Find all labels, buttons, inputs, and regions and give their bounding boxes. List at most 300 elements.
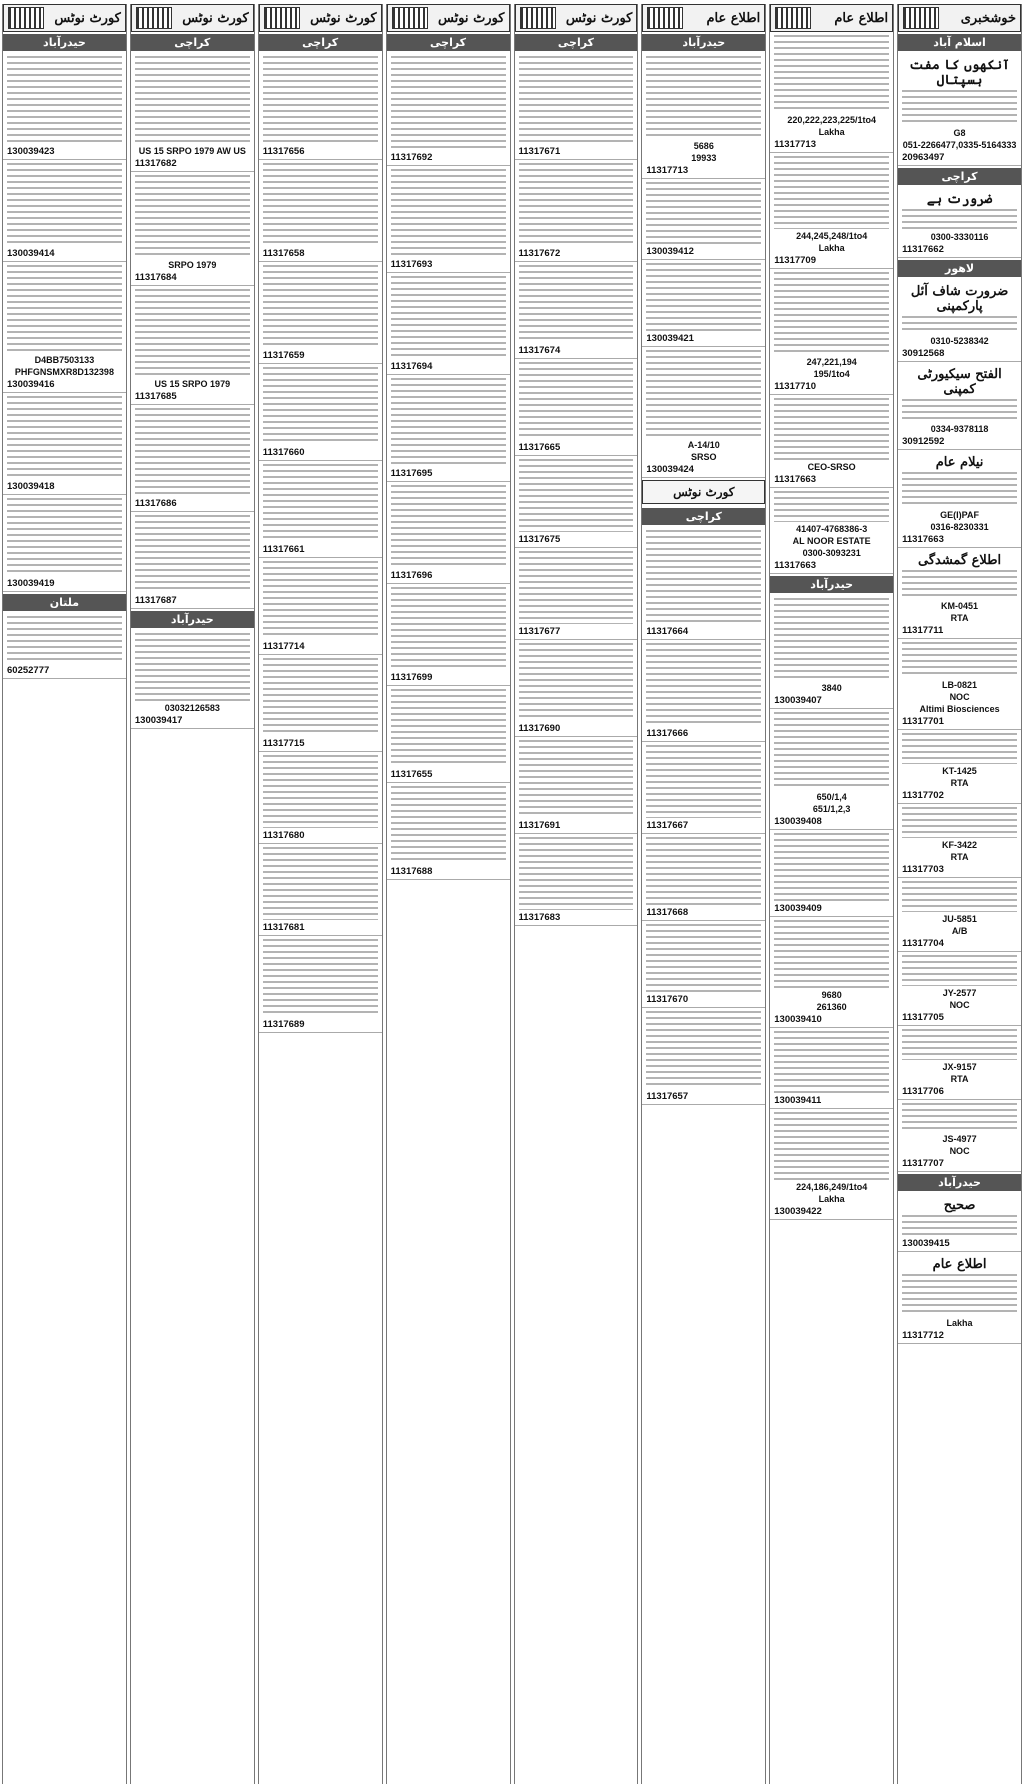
notice-fragment: A-14/10 [687,440,720,450]
notice-fragment: SRPO 1979 [168,260,217,270]
notice [259,936,382,1033]
notice [898,804,1021,878]
notice-reference-number: 11317704 [902,938,944,949]
notice-reference-number: 11317701 [902,716,944,727]
notice-fragment: NOC [949,1146,970,1156]
city-banner: لاھور [898,260,1021,277]
notice [3,393,126,495]
notice-fragment: RTA [950,613,969,623]
notice-reference-number: 11317690 [518,723,561,734]
notice-body-text [135,633,250,701]
column-title: کورٹ نوٹس [310,10,377,26]
courthouse-icon [775,7,811,29]
city-banner: اسلام آباد [898,34,1021,51]
notice-reference-number: 60252777 [7,665,50,676]
courthouse-icon [392,7,428,29]
notice-fragment: 0300-3093231 [802,548,861,558]
notice [131,512,254,609]
notice [3,160,126,262]
notice-body-text [902,733,1017,764]
notice-reference-number: 130039416 [7,379,55,390]
notice [259,752,382,844]
notice-fragment: A/B [951,926,968,936]
notice [131,630,254,729]
column-header [259,4,382,32]
city-banner: کراچی [131,34,254,51]
notice-reference-number: 11317661 [262,544,305,555]
section-header: کورٹ نوٹس [642,480,765,504]
notice-body-text [135,289,250,377]
notice-body-text [774,272,889,355]
column-title: کورٹ نوٹس [182,10,249,26]
notice [3,53,126,160]
notice [642,179,765,260]
notice-body-text [391,485,506,568]
notice [259,262,382,364]
notice [259,461,382,558]
notice [515,359,638,456]
notice-column [641,4,766,1784]
notice [515,640,638,737]
notice-reference-number: 11317655 [390,769,433,780]
notice-reference-number: 11317696 [390,570,433,581]
notice-body-text [391,689,506,767]
notice-body-text [519,265,634,343]
notice-fragment: 0300-3330116 [930,232,989,242]
notice-headline: آنکھوں کا مفت ہسپتال [909,58,1010,88]
notice-fragment: Lakha [946,1318,973,1328]
notice [515,262,638,359]
city-banner: حیدرآباد [770,576,893,593]
notice-body-text [902,209,1017,230]
city-banner: کراچی [515,34,638,51]
notice-reference-number: 130039410 [774,1014,822,1025]
notice-fragment: 41407-4768386-3 [796,524,868,534]
notice-reference-number: 130039414 [7,248,55,259]
notice-body-text [263,755,378,828]
notice [770,269,893,395]
notice [642,921,765,1008]
notice-body-text [263,561,378,639]
notice-body-text [263,939,378,1017]
notice-body-text [902,642,1017,678]
notice-reference-number: 130039407 [774,695,822,706]
notice-reference-number: 11317659 [262,350,305,361]
notice-column [897,4,1022,1784]
city-banner: کراچی [898,168,1021,185]
notice [898,878,1021,952]
notice-fragment: Altimi Biosciences [919,704,1000,714]
city-banner: کراچی [259,34,382,51]
column-title: کورٹ نوٹس [54,10,121,26]
notice [515,456,638,548]
notice-reference-number: 130039415 [902,1238,950,1249]
notice-fragment: 0310-5238342 [930,336,989,346]
notice-reference-number: 11317713 [646,165,689,176]
notice-headline: صحیح [943,1198,976,1213]
notice [770,917,893,1028]
notice-body-text [646,350,761,438]
notice [898,730,1021,804]
notice-body-text [902,399,1017,422]
notice [898,53,1021,166]
column-title: کورٹ نوٹس [438,10,505,26]
notice-reference-number: 11317664 [646,626,689,637]
notice-body-text [519,740,634,818]
notice-body-text [519,362,634,440]
notice [898,548,1021,639]
notice-body-text [774,491,889,522]
notice [770,709,893,830]
notice-reference-number: 30912592 [902,436,945,447]
notice-reference-number: 11317680 [262,830,305,841]
notice-reference-number: 11317695 [390,468,433,479]
column-header [515,4,638,32]
notice-headline: اطلاع عام [932,1257,987,1272]
notice [387,783,510,880]
notice [898,639,1021,730]
notice [387,686,510,783]
notice [770,1109,893,1220]
notice-body-text [774,833,889,901]
notice [770,395,893,488]
notice-reference-number: 11317667 [646,820,689,831]
notice [3,613,126,679]
notice [642,1008,765,1105]
notice-body-text [902,1029,1017,1060]
notice-reference-number: 11317707 [902,1158,944,1169]
notice-body-text [519,643,634,721]
city-banner: حیدرآباد [131,611,254,628]
notice-body-text [135,408,250,496]
notice-reference-number: 130039417 [134,715,183,726]
column-title: کورٹ نوٹس [565,10,633,26]
notice-reference-number: 20963497 [902,152,945,163]
notice-reference-number: 130039424 [646,464,694,475]
notice-reference-number: 30912568 [902,348,945,359]
notice-body-text [902,570,1017,599]
notice-reference-number: 11317688 [390,866,433,877]
notice-body-text [902,955,1017,986]
notice-reference-number: 11317670 [646,994,689,1005]
notice [259,160,382,262]
notice-reference-number: 11317706 [902,1086,944,1097]
notice-fragment: JY-2577 [942,988,977,998]
notice-fragment: KT-1425 [942,766,977,776]
city-banner: کراچی [387,34,510,51]
notice-reference-number: 11317663 [902,534,944,545]
notice-reference-number: 130039423 [7,146,55,157]
notice [131,405,254,512]
notice-reference-number: 130039412 [646,246,694,257]
notice-body-text [263,367,378,445]
notice-headline: نیلام عام [935,455,984,470]
notice-body-text [646,182,761,244]
notice [770,32,893,153]
notice [898,279,1021,362]
notice-body-text [774,398,889,460]
notice-body-text [519,56,634,144]
notice-body-text [519,459,634,532]
notice-reference-number: 11317683 [518,912,561,923]
notice-column [130,4,255,1784]
notice-headline: ضرورت شاف آئل پارکمپنی [910,284,1009,314]
notice-body-text [902,472,1017,508]
notice-reference-number: 130039409 [774,903,822,914]
notice-reference-number: 130039422 [774,1206,822,1217]
notice-body-text [774,920,889,988]
notice-reference-number: 11317663 [774,560,816,571]
notice [387,166,510,273]
notice-column [2,4,127,1784]
notice-reference-number: 11317714 [262,641,305,652]
notice-body-text [774,35,889,113]
notice-reference-number: 130039419 [7,578,55,589]
notice [515,160,638,262]
notice-fragment: 261360 [816,1002,847,1012]
notice-fragment: 051-2266477,0335-5164333 [902,140,1017,150]
notice-body-text [391,276,506,359]
notice-body-text [7,163,122,246]
column-header [131,4,254,32]
notice-reference-number: 11317712 [902,1330,944,1341]
notice-body-text [646,745,761,818]
notice [131,53,254,172]
notice [259,53,382,160]
notice-body-text [902,90,1017,126]
notice-reference-number: 11317710 [774,381,816,392]
notice [259,655,382,752]
notice-reference-number: 130039421 [646,333,694,344]
notice-body-text [646,643,761,726]
notice-reference-number: 11317692 [390,152,433,163]
notice-body-text [774,712,889,790]
notice [387,375,510,482]
notice-reference-number: 11317702 [902,790,944,801]
notice [642,640,765,742]
notice-body-text [902,881,1017,912]
notice-reference-number: 11317656 [262,146,305,157]
notice-reference-number: 11317665 [518,442,561,453]
notice [770,153,893,269]
notice-reference-number: 11317671 [518,146,561,157]
notice [642,527,765,640]
notice-headline: الفتح سیکیورٹی کمپنی [917,367,1002,397]
notice-fragment: RTA [950,1074,969,1084]
city-banner: حیدرآباد [898,1174,1021,1191]
notice-reference-number: 11317689 [262,1019,305,1030]
notice-body-text [135,175,250,258]
notice-fragment: D4BB7503133 [34,355,95,365]
courthouse-icon [520,7,556,29]
notice-fragment: RTA [950,852,969,862]
notice-fragment: G8 [953,128,966,138]
notice [131,286,254,405]
notice-reference-number: 11317699 [390,672,433,683]
notice-fragment: 19933 [691,153,717,163]
notice-fragment: PHFGNSMXR8D132398 [14,367,114,377]
notice-fragment: AL NOOR ESTATE [792,536,871,546]
notice-headline: ضرورت ہے [926,192,993,207]
notice-reference-number: 11317711 [902,625,944,636]
notice-body-text [391,378,506,466]
notice-body-text [774,1031,889,1093]
notice-reference-number: 11317675 [518,534,561,545]
notice-reference-number: 11317660 [262,447,305,458]
notice [898,187,1021,258]
notice-body-text [263,265,378,348]
notice [898,1193,1021,1252]
notice-reference-number: 11317681 [262,922,305,933]
notice [898,1252,1021,1344]
notice-column [514,4,639,1784]
notice-body-text [263,847,378,920]
notice-reference-number: 130039411 [774,1095,822,1106]
notice [770,830,893,917]
notice [387,53,510,166]
notice-column [769,4,894,1784]
notice [898,450,1021,548]
notice-fragment: 0334-9378118 [930,424,989,434]
notice-body-text [646,837,761,905]
notice-reference-number: 11317709 [774,255,816,266]
notice-fragment: 220,222,223,225/1to4 [787,115,876,125]
notice-headline: اطلاع گمشدگی [917,553,1002,568]
notice-reference-number: 11317674 [518,345,561,356]
notice [898,1100,1021,1172]
notice-fragment: 244,245,248/1to4 [796,231,868,241]
notice-reference-number: 11317691 [518,820,561,831]
notice-fragment: 650/1,4 [816,792,847,802]
notice-column [386,4,511,1784]
notice-fragment: KM-0451 [941,601,979,611]
notice-reference-number: 11317658 [262,248,305,259]
notice-fragment: CEO-SRSO [807,462,856,472]
city-banner: حیدرآباد [3,34,126,51]
notice-reference-number: 11317685 [134,391,177,402]
notice-body-text [391,786,506,864]
city-banner: ملتان [3,594,126,611]
notice-fragment: 3840 [821,683,842,693]
notice-body-text [902,1215,1017,1236]
notice-body-text [263,658,378,736]
notice [898,1026,1021,1100]
notice [515,53,638,160]
notice-fragment: US 15 SRPO 1979 [154,379,231,389]
column-header [898,4,1021,32]
notice [259,364,382,461]
notice-fragment: GE(I)PAF [940,510,979,520]
notice-fragment: 0316-8230331 [930,522,989,532]
notice-fragment: Lakha [818,127,845,137]
notice [770,488,893,574]
notice [898,362,1021,450]
column-title: اطلاع عام [834,10,889,26]
notice-body-text [646,1011,761,1089]
notice-body-text [902,1274,1017,1316]
notice-body-text [7,616,122,663]
notice-fragment: NOC [949,692,970,702]
notice-body-text [263,163,378,246]
city-banner: کراچی [642,508,765,525]
notice-fragment: KF-3422 [942,840,978,850]
notice-reference-number: 11317713 [774,139,816,150]
column-header [387,4,510,32]
notice-reference-number: 11317666 [646,728,689,739]
notice-fragment: LB-0821 [942,680,978,690]
notice-body-text [646,56,761,139]
notice-reference-number: 130039418 [7,481,55,492]
notice-reference-number: 11317684 [134,272,177,283]
notice [770,1028,893,1109]
notice-body-text [646,924,761,992]
notice-body-text [7,498,122,576]
city-banner: حیدرآباد [642,34,765,51]
notice-fragment: Lakha [818,243,845,253]
notice-body-text [135,515,250,593]
notice-body-text [519,837,634,910]
notice-reference-number: 11317677 [518,626,561,637]
notice-fragment: 9680 [821,990,842,1000]
courthouse-icon [647,7,683,29]
notice [642,742,765,834]
notice [515,548,638,640]
notice-reference-number: 11317657 [646,1091,689,1102]
notice-body-text [135,56,250,144]
notice [898,952,1021,1026]
notice-body-text [646,263,761,331]
notice-body-text [391,56,506,150]
notice-body-text [263,464,378,542]
notice-body-text [391,169,506,257]
notice [387,482,510,584]
notice-fragment: 195/1to4 [813,369,850,379]
notice-reference-number: 11317693 [390,259,433,270]
notice-body-text [774,598,889,681]
notice [259,558,382,655]
notice [642,53,765,179]
notice [387,584,510,686]
notice-reference-number: 130039408 [774,816,822,827]
notice-body-text [519,551,634,624]
notice-fragment: SRSO [691,452,717,462]
notice-body-text [902,1103,1017,1132]
notice-body-text [902,316,1017,334]
notice [3,262,126,393]
notice-fragment: NOC [949,1000,970,1010]
notice-body-text [391,587,506,670]
notice-reference-number: 11317672 [518,248,561,259]
notice-fragment: JS-4977 [942,1134,977,1144]
notice-reference-number: 11317668 [646,907,689,918]
courthouse-icon [136,7,172,29]
notice-body-text [902,807,1017,838]
notice-reference-number: 11317694 [390,361,433,372]
notice [387,273,510,375]
column-title: خوشخبری [960,10,1016,26]
notice [3,495,126,592]
notice-reference-number: 11317682 [134,158,177,169]
courthouse-icon [8,7,44,29]
notice-fragment: RTA [950,778,969,788]
notice-fragment: Lakha [818,1194,845,1204]
notice-body-text [7,396,122,479]
notice-reference-number: 11317662 [902,244,944,255]
column-header [3,4,126,32]
notice-reference-number: 11317663 [774,474,816,485]
notice [642,260,765,347]
notice-body-text [774,156,889,229]
